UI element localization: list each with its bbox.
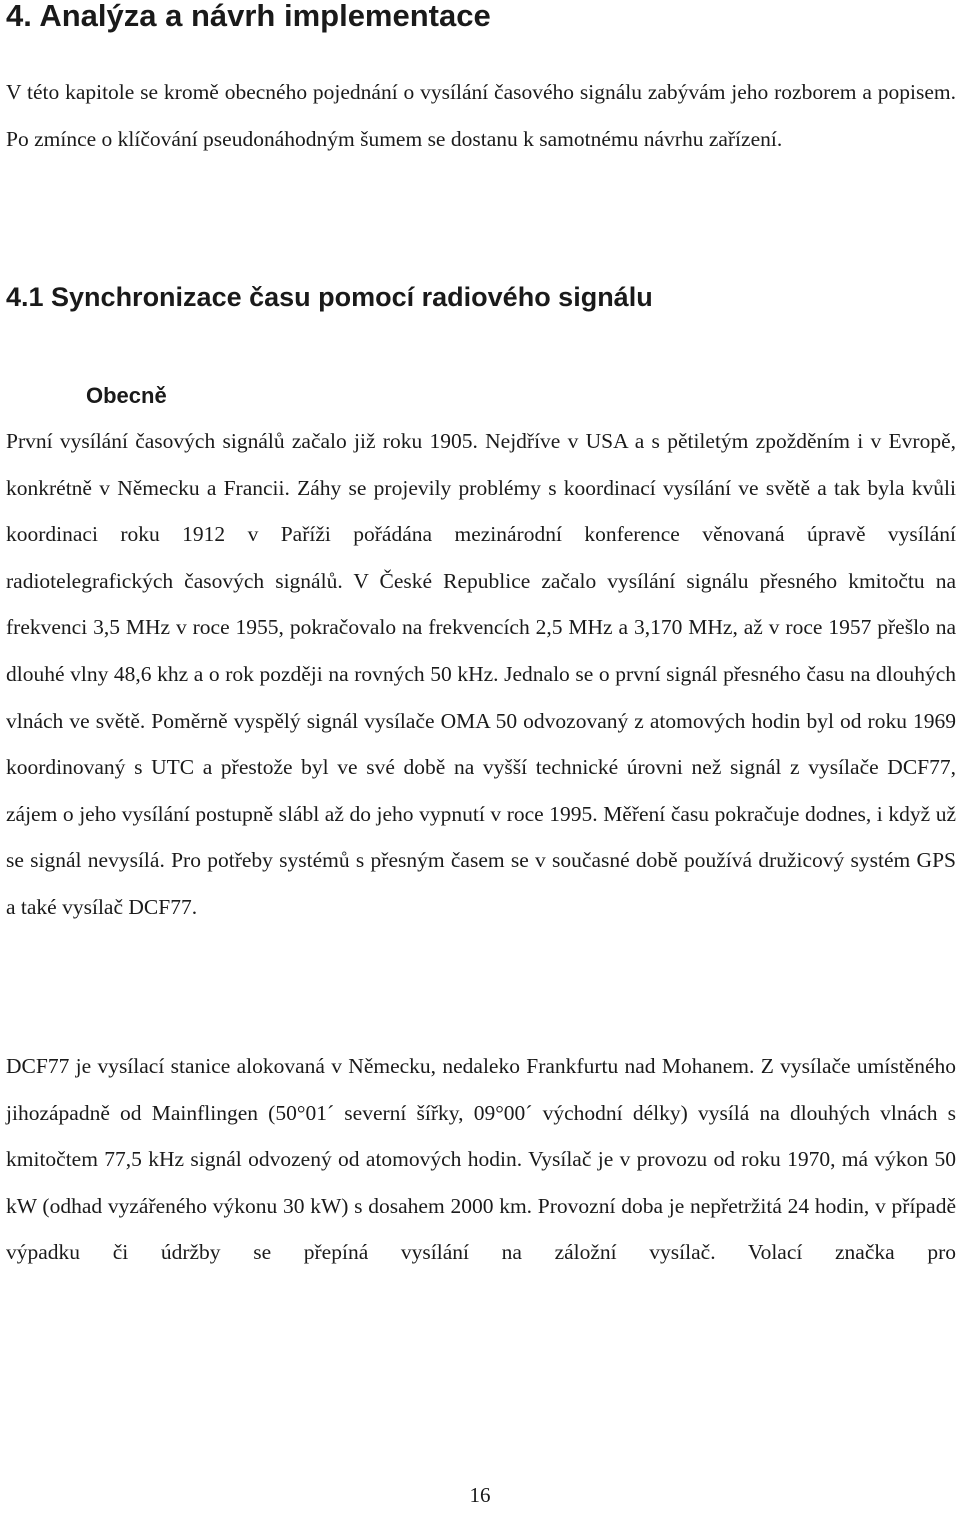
subsection-heading: Obecně [86, 383, 167, 408]
section-heading: 4.1 Synchronizace času pomocí radiového signálu [6, 282, 653, 312]
chapter-heading: 4. Analýza a návrh implementace [6, 0, 491, 33]
paragraph-dcf77: DCF77 je vysílací stanice alokovaná v Německu, nedaleko Frankfurtu nad Mohanem. Z vysílače umístěného jihozápadně od Mainflingen (50°01´ severní šířky, 09°00´ východní délky) vysílá na dlouhých vlnách s kmitočtem 77,5 kHz signál odvozený od atomových hodin. Vysílač je v provozu od roku 1970, má výkon 50 kW (odhad vyzářeného výkonu 30 kW) s dosahem 2000 km. Provozní doba je nepřetržitá 24 hodin, v případě výpadku či údržby se přepíná vysílání na záložní vysílač. Volací značka pro [6, 1054, 956, 1265]
paragraph-general: První vysílání časových signálů začalo již roku 1905. Nejdříve v USA a s pětiletým zpožděním i v Evropě, konkrétně v Německu a Francii. Záhy se projevily problémy s koordinací vysílání ve světě a tak byla kvůli koordinaci roku 1912 v Paříži pořádána mezinárodní konference věnovaná úpravě vysílání radiotelegrafických časových signálů. V České Republice začalo vysílání signálu přesného kmitočtu na frekvenci 3,5 MHz v roce 1955, pokračovalo na frekvencích 2,5 MHz a 3,170 MHz, až v roce 1957 přešlo na dlouhé vlny 48,6 khz a o rok později na rovných 50 kHz. Jednalo se o první signál přesného času na dlouhých vlnách ve světě. Poměrně vyspělý signál vysílače OMA 50 odvozovaný z atomových hodin byl od roku 1969 koordinovaný s UTC a přestože byl ve své době na vyšší technické úrovni než signál z vysílače DCF77, zájem o jeho vysílání postupně slábl až do jeho vypnutí v roce 1995. Měření času pokračuje dodnes, i když už se signál nevysílá. Pro potřeby systémů s přesným časem se v současné době používá družicový systém GPS a také vysílač DCF77. [6, 429, 956, 919]
page-number: 16 [469, 1483, 491, 1507]
intro-paragraph: V této kapitole se kromě obecného pojednání o vysílání časového signálu zabývám jeho rozborem a popisem. Po zmínce o klíčování pseudonáhodným šumem se dostanu k samotnému návrhu zařízení. [6, 80, 956, 151]
